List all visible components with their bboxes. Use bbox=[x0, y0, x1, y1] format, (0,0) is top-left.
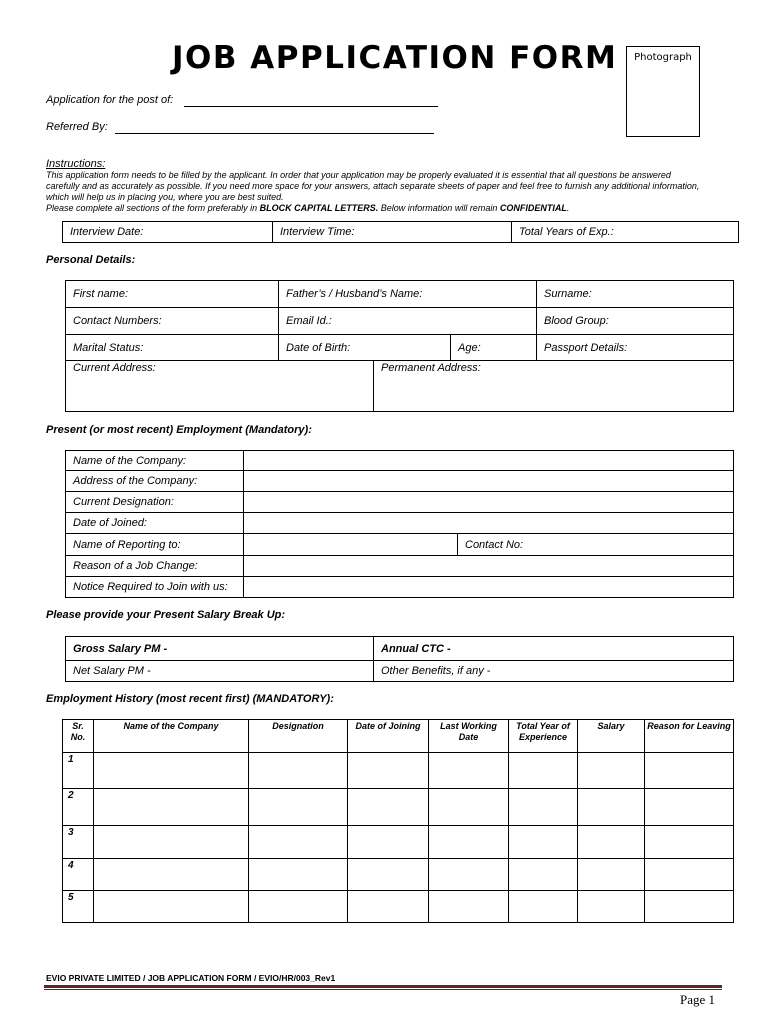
history-cell[interactable] bbox=[509, 826, 578, 859]
instructions-heading: Instructions: bbox=[46, 158, 106, 170]
date-joined-input[interactable] bbox=[244, 513, 734, 534]
date-joined-label: Date of Joined: bbox=[66, 513, 244, 534]
instructions-line-mid: Below information will remain bbox=[378, 203, 500, 213]
history-cell[interactable] bbox=[249, 789, 348, 826]
first-name-field[interactable]: First name: bbox=[66, 281, 279, 308]
total-experience-field[interactable]: Total Years of Exp.: bbox=[512, 222, 739, 243]
personal-details-table bbox=[65, 280, 734, 412]
job-change-reason-label: Reason of a Job Change: bbox=[66, 556, 244, 577]
company-address-label: Address of the Company: bbox=[66, 471, 244, 492]
history-cell[interactable] bbox=[645, 891, 734, 923]
history-cell[interactable] bbox=[578, 789, 645, 826]
col-designation: Designation bbox=[249, 720, 348, 753]
reporting-to-input[interactable] bbox=[244, 534, 458, 556]
history-cell[interactable] bbox=[94, 753, 249, 789]
history-cell[interactable] bbox=[249, 753, 348, 789]
net-salary-field[interactable]: Net Salary PM - bbox=[66, 661, 374, 682]
row-number: 2 bbox=[63, 789, 94, 826]
history-cell[interactable] bbox=[348, 859, 429, 891]
history-header-row bbox=[63, 720, 734, 753]
annual-ctc-field[interactable]: Annual CTC - bbox=[374, 637, 734, 661]
row-number: 4 bbox=[63, 859, 94, 891]
history-cell[interactable] bbox=[645, 826, 734, 859]
age-field[interactable]: Age: bbox=[451, 335, 537, 361]
employment-history-table bbox=[62, 719, 734, 923]
history-heading: Employment History (most recent first) (MANDATORY): bbox=[46, 693, 334, 705]
history-cell[interactable] bbox=[429, 753, 509, 789]
row-number: 5 bbox=[63, 891, 94, 923]
instructions-line-pre: Please complete all sections of the form preferably in bbox=[46, 203, 260, 213]
history-cell[interactable] bbox=[94, 826, 249, 859]
table-row bbox=[63, 753, 734, 789]
instructions-line-end: . bbox=[566, 203, 570, 213]
history-cell[interactable] bbox=[249, 891, 348, 923]
referred-label: Referred By: bbox=[46, 121, 108, 133]
history-cell[interactable] bbox=[429, 891, 509, 923]
history-cell[interactable] bbox=[429, 826, 509, 859]
history-cell[interactable] bbox=[578, 859, 645, 891]
history-cell[interactable] bbox=[578, 891, 645, 923]
history-cell[interactable] bbox=[509, 859, 578, 891]
instructions bbox=[46, 159, 706, 214]
other-benefits-field[interactable]: Other Benefits, if any - bbox=[374, 661, 734, 682]
history-cell[interactable] bbox=[645, 789, 734, 826]
history-cell[interactable] bbox=[94, 789, 249, 826]
col-reason-for-leaving: Reason for Leaving bbox=[645, 720, 734, 753]
interview-time-field[interactable]: Interview Time: bbox=[273, 222, 512, 243]
blood-group-field[interactable]: Blood Group: bbox=[537, 308, 734, 335]
table-row bbox=[63, 826, 734, 859]
history-cell[interactable] bbox=[509, 753, 578, 789]
block-capitals-note: BLOCK CAPITAL LETTERS. bbox=[259, 203, 379, 213]
document-footer: EVIO PRIVATE LIMITED / JOB APPLICATION FORM / EVIO/HR/003_Rev1 bbox=[46, 973, 336, 983]
interview-table bbox=[62, 221, 739, 243]
notice-period-input[interactable] bbox=[244, 577, 734, 598]
notice-period-label: Notice Required to Join with us: bbox=[66, 577, 244, 598]
history-cell[interactable] bbox=[94, 859, 249, 891]
employment-heading: Present (or most recent) Employment (Mandatory): bbox=[46, 424, 312, 436]
col-last-working-date: Last Working Date bbox=[429, 720, 509, 753]
table-row bbox=[63, 891, 734, 923]
passport-details-field[interactable]: Passport Details: bbox=[537, 335, 734, 361]
col-company-name: Name of the Company bbox=[94, 720, 249, 753]
surname-field[interactable]: Surname: bbox=[537, 281, 734, 308]
company-name-input[interactable] bbox=[244, 451, 734, 471]
history-cell[interactable] bbox=[645, 753, 734, 789]
history-cell[interactable] bbox=[429, 859, 509, 891]
history-cell[interactable] bbox=[348, 753, 429, 789]
col-total-experience: Total Year of Experience bbox=[509, 720, 578, 753]
permanent-address-field[interactable]: Permanent Address: bbox=[374, 361, 734, 412]
photograph-box[interactable] bbox=[626, 46, 700, 137]
salary-table bbox=[65, 636, 734, 682]
photograph-label: Photograph bbox=[634, 52, 692, 63]
contact-no-field[interactable]: Contact No: bbox=[458, 534, 734, 556]
table-row bbox=[63, 789, 734, 826]
history-cell[interactable] bbox=[249, 826, 348, 859]
history-cell[interactable] bbox=[509, 891, 578, 923]
footer-divider-thick bbox=[44, 985, 722, 988]
personal-details-heading: Personal Details: bbox=[46, 254, 136, 266]
history-cell[interactable] bbox=[348, 826, 429, 859]
history-cell[interactable] bbox=[94, 891, 249, 923]
footer-divider-thin bbox=[44, 989, 722, 990]
page-number: Page 1 bbox=[680, 992, 716, 1007]
salary-heading: Please provide your Present Salary Break Up: bbox=[46, 609, 286, 621]
marital-status-field[interactable]: Marital Status: bbox=[66, 335, 279, 361]
instructions-line bbox=[46, 203, 706, 214]
col-salary: Salary bbox=[578, 720, 645, 753]
current-designation-label: Current Designation: bbox=[66, 492, 244, 513]
col-sr-no: Sr. No. bbox=[63, 720, 94, 753]
email-field[interactable]: Email Id.: bbox=[279, 308, 537, 335]
company-name-label: Name of the Company: bbox=[66, 451, 244, 471]
history-cell[interactable] bbox=[509, 789, 578, 826]
referred-field[interactable] bbox=[115, 133, 434, 134]
confidential-note: CONFIDENTIAL bbox=[499, 203, 567, 213]
row-number: 1 bbox=[63, 753, 94, 789]
gross-salary-field[interactable]: Gross Salary PM - bbox=[66, 637, 374, 661]
contact-numbers-field[interactable]: Contact Numbers: bbox=[66, 308, 279, 335]
history-cell[interactable] bbox=[249, 859, 348, 891]
date-of-birth-field[interactable]: Date of Birth: bbox=[279, 335, 451, 361]
company-address-input[interactable] bbox=[244, 471, 734, 492]
table-row bbox=[63, 859, 734, 891]
father-husband-name-field[interactable]: Father’s / Husband’s Name: bbox=[279, 281, 537, 308]
interview-date-field[interactable]: Interview Date: bbox=[63, 222, 273, 243]
current-address-field[interactable]: Current Address: bbox=[66, 361, 374, 412]
present-employment-table bbox=[65, 450, 734, 598]
post-label: Application for the post of: bbox=[46, 94, 174, 106]
history-cell[interactable] bbox=[348, 789, 429, 826]
job-change-reason-input[interactable] bbox=[244, 556, 734, 577]
history-cell[interactable] bbox=[429, 789, 509, 826]
col-date-of-joining: Date of Joining bbox=[348, 720, 429, 753]
history-cell[interactable] bbox=[578, 753, 645, 789]
reporting-to-label: Name of Reporting to: bbox=[66, 534, 244, 556]
page-title: JOB APPLICATION FORM bbox=[172, 40, 618, 76]
post-field[interactable] bbox=[184, 106, 438, 107]
history-cell[interactable] bbox=[578, 826, 645, 859]
history-cell[interactable] bbox=[645, 859, 734, 891]
current-designation-input[interactable] bbox=[244, 492, 734, 513]
history-cell[interactable] bbox=[348, 891, 429, 923]
row-number: 3 bbox=[63, 826, 94, 859]
instructions-body: This application form needs to be filled by the applicant. In order that your application may be properly evaluated it is essential that all questions be answered carefully and as accurately as possible. If you need more space for your answers, attach separate sheets of paper and feel free to furnish any additional information, which will help us in placing you, where you are best suited. bbox=[46, 170, 700, 202]
